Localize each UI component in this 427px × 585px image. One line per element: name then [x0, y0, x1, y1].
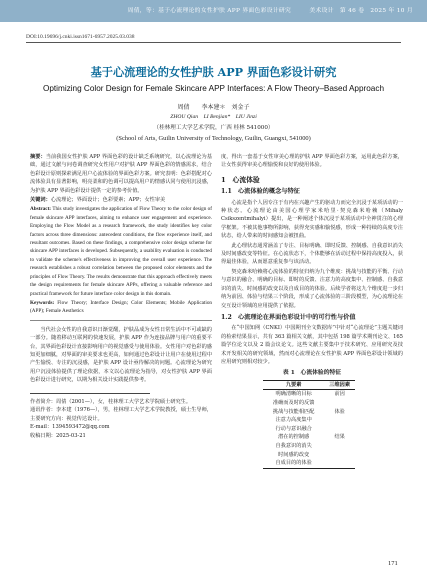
- section-1-1-para-a: 心流是指个人因专注于有内在兴趣产生的驱动力而完全沉浸于某项活动的一种状态。心流理论由美国心理学家米哈里·契克森米哈赖（Mihaly Csikszentmihalyi）提出，是一种阐述个体沉浸于某项活动中全神贯注的心理学框架。不被其他事物所影响，获得充实感和愉悦感，形成一种持续的高度专注状态，给人带来的时间感知会被扭曲。: [221, 199, 403, 240]
- running-header-bar: [0, 0, 427, 22]
- footnote-author: 作者简介：周倩（2001—），女，桂林理工大学艺术学院硕士研究生。: [30, 398, 192, 405]
- abstract-english: [30, 205, 212, 297]
- table-cell: 结果: [334, 434, 345, 441]
- table-cell: 注意力高度集中: [275, 417, 312, 424]
- intro-paragraph: 当代社会女性的自我意识日渐觉醒，护肤品成为女性日常生活中不可或缺的一部分。随着移动互联网的快速发展，护肤 APP 作为连接品牌与用户的重要平台，其界面色彩设计直接影响用户的视觉感受与使用体验。女性用户对色彩的感知更加细腻，对界面的审美要求也更高，如何通过色彩设计让用户在使用过程中产生愉悦、专注的沉浸感，是护肤 APP 设计亟待解决的问题。心流理论为研究用户沉浸体验提供了理论依据，本文以心流理论为指导，对女性护肤 APP 界面色彩设计进行研究，以期为相关设计实践提供参考。: [30, 326, 212, 384]
- abstract-chinese: [30, 153, 212, 195]
- section-1-heading: 1 心流体验: [221, 175, 260, 184]
- table-cell: 准确而及时的反馈: [272, 399, 315, 406]
- doi-divider: [26, 42, 401, 43]
- table-row: [263, 425, 355, 434]
- left-column: [30, 153, 212, 441]
- section-1-1-para-b: 此心理状态通常涵盖了专注、目标明确、即时反馈、控制感、自我意识消失及时间感改变等特征。在心流状态下，个体能够在活动过程中保持高度投入，获得最佳体验，从而愿意重复参与该活动。: [221, 242, 403, 266]
- affiliation-english: (School of Arts, Guilin University of Technology, Guilin, Guangxi, 541000): [116, 135, 311, 142]
- table-cell: 自成目的的体验: [263, 459, 324, 468]
- section-1-2-para: 在“中国知网（CNKI）中国期刊全文数据库”中针对“心流理论”主题关键词的检索结果显示，共有 363 篇相关文献，其中包括 198 篇学术期刊论文、165 篇学位论文以及 2 篇会议论文。这些文献主要集中于技术研究、应用研究及技术开发相关的研究领域，然而对心流理论在女性护肤 APP 界面色彩设计领域的应用研究则相对较少。: [221, 325, 403, 365]
- right-column: [221, 153, 403, 469]
- abstract-en-text: This study investigates the application of Flow Theory to the color design of female skincare APP interfaces, aiming to enhance user engagement and experience. Employing the Flow Model as a research framework, the study identifies key color factors across three dimensions: antecedent conditions, the flow experience itself, and resultant outcomes. Based on these findings, a comprehensive color design scheme for skincare APP interfaces is developed. Subsequently, a usability evaluation is conducted to validate the scheme's effectiveness in improving the overall user experience. The research establishes a robust correlation between the proposed color elements and the principles of Flow Theory. The results demonstrate that this approach effectively meets the design requirements for female skincare APPs, offering a valuable reference and practical framework for future interface color design in this domain.: [30, 206, 212, 297]
- section-1-1-para-c: 契克森米哈赖将心流体验的特征归纳为九个维度：挑战与技能的平衡、行动与意识的融合、明确的目标、即时的反馈、注意力的高度集中、控制感、自我意识的消失、时间感的改变以及自成目的的体验。后续学者将这九个维度进一步归纳为前因、体验与结果三个阶段，形成了心流体验的三阶段模型，为心流理论在交互设计领域的应用提供了依据。: [221, 268, 403, 309]
- table-caption: 表 1 心流体验的特征: [282, 370, 342, 377]
- table-row: [263, 399, 355, 408]
- table-row: [263, 408, 355, 417]
- table-cell: 体验: [334, 408, 345, 415]
- table-cell: 明确清晰的目标: [275, 391, 312, 398]
- authors-english: ZHOU Qian LI Benjian* LIU Jinzi: [170, 114, 257, 120]
- footnote-divider: [30, 393, 150, 394]
- keywords-english: [30, 299, 212, 316]
- abstract-en-label: Abstract:: [30, 206, 52, 213]
- page-number: 171: [388, 560, 398, 567]
- footnote-received: 收稿日期：2025-03-21: [30, 432, 86, 439]
- table-row: [263, 390, 355, 399]
- affiliation-chinese: （桂林理工大学艺术学院，广西 桂林 541000）: [153, 125, 274, 131]
- section-1-2-heading: 1.2 心流理论在界面色彩设计中的可行性与价值: [221, 313, 356, 321]
- table-header-cell: 三维因素: [324, 380, 355, 390]
- footnote-email: E-mail：1394593472@qq.com: [30, 424, 110, 431]
- table-row: [263, 451, 355, 460]
- right-continuation: 度，得出一套基于女性审美心理的护肤 APP 界面色彩方案，运用此色彩方案，让女性获得审美心理愉悦和良好的使用体验。: [221, 154, 403, 169]
- table-cell: 时间感的改变: [278, 451, 310, 458]
- table-row: [263, 442, 355, 451]
- keywords-cn-label: 关键词：: [30, 197, 51, 204]
- abstract-cn-text: 当前我国女性护肤 APP 界面色彩的设计缺乏系统研究，以心流理论为基础，通过文献与问卷调查研究女性用户对护肤 APP 界面色彩的情感需求，结合色彩设计原则探索满足用户心流体验的界面色彩方案。研究表明：色彩搭配对心流体验具有显著影响，明亮柔和的色调可以提高用户的情感认同与使用沉浸感，为护肤 APP 界面色彩设计提供一定的参考价值。: [30, 154, 212, 194]
- table-header-row: [263, 380, 355, 390]
- abstract-divider: [30, 320, 212, 321]
- table-cell: 前因: [334, 391, 345, 398]
- table-cell: 潜在的控制感: [278, 434, 310, 441]
- title-english: Optimizing Color Design for Female Skincare APP Interfaces: A Flow Theory–Based Approach: [42, 84, 384, 93]
- table-row: [263, 433, 355, 442]
- abstract-cn-label: 摘要：: [30, 154, 46, 160]
- table-cell: [324, 425, 355, 434]
- table-row: [263, 459, 355, 468]
- keywords-chinese: [30, 196, 212, 204]
- doi-line: DOI:10.19696/j.cnki.issn1671-6957.2025.03.038: [26, 34, 135, 40]
- title-chinese: 基于心流理论的女性护肤 APP 界面色彩设计研究: [90, 65, 337, 79]
- authors-chinese: 周倩 李本建＊ 刘金子: [177, 104, 250, 111]
- table-cell: 行动与意识融合: [275, 425, 312, 432]
- flow-features-table: [263, 380, 355, 469]
- keywords-en-text: Flow Theory; Interface Design; Color Elements; Mobile Application (APP); Female Aesthetics: [30, 299, 213, 315]
- table-cell: 自我意识的消失: [275, 442, 312, 449]
- table-cell: [324, 416, 355, 425]
- running-header: 周倩，等：基于心流理论的女性护肤 APP 界面色彩设计研究 美术设计 第 46 卷 2025 年 10 月: [127, 8, 413, 14]
- keywords-en-label: Keywords:: [30, 299, 55, 306]
- keywords-cn-text: 心流理论；界面设计；色彩要素；APP；女性审美: [50, 197, 166, 204]
- table-row: [263, 416, 355, 425]
- table-cell: [324, 399, 355, 408]
- table-cell: [324, 451, 355, 460]
- section-1-1-heading: 1.1 心流体验的概念与特征: [221, 188, 300, 196]
- table-cell: [324, 442, 355, 451]
- table-header-cell: 九要素: [263, 380, 324, 390]
- table-cell: 挑战与技能相匹配: [272, 408, 315, 415]
- table-cell: [324, 459, 355, 468]
- footnote-corresponding: 通讯作者：李本建（1976—），男，桂林理工大学艺术学院教授，硕士生导师，主要研究方向：视觉传达设计。: [30, 407, 212, 422]
